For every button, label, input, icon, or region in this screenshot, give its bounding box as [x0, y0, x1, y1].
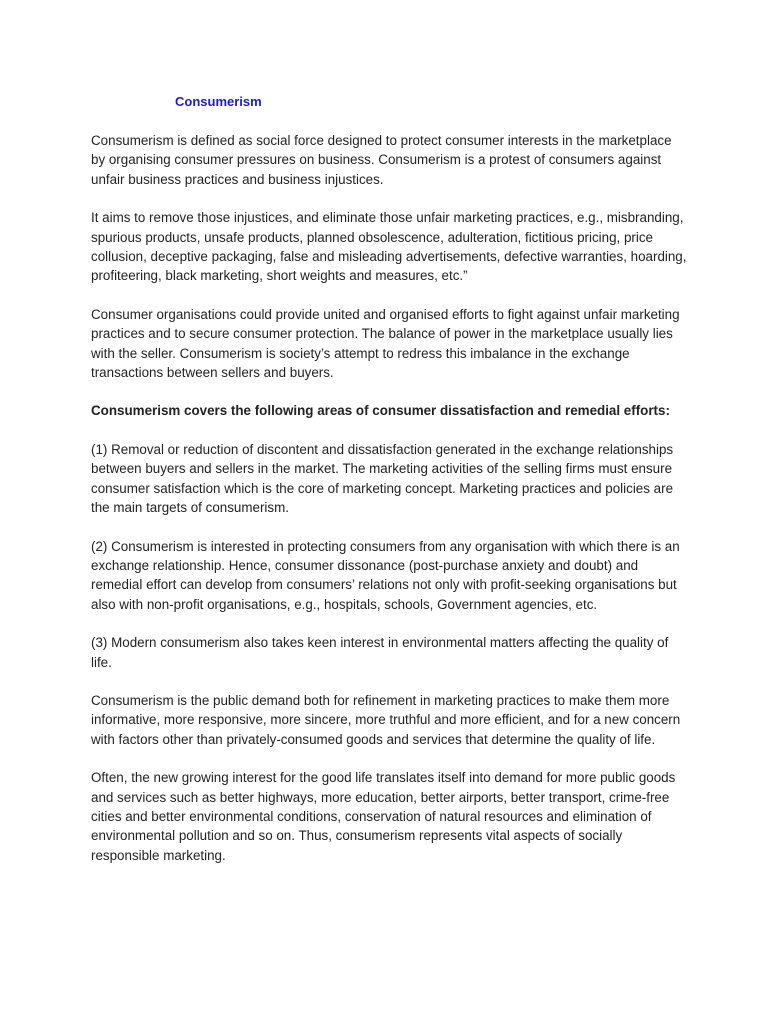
- paragraph-definition: Consumerism is defined as social force designed to protect consumer interests in the marketplace by organising consumer pressures on business. Consumerism is a protest of consumers against unfair business practices and business injustices.: [91, 133, 672, 187]
- paragraph-good-life: Often, the new growing interest for the good life translates itself into demand for more public goods and services such as better highways, more education, better airports, better transport, crime-free cities and better environmental conditions, conservation of natural resources and elimination of environmental pollution and so on. Thus, consumerism represents vital aspects of socially responsible marketing.: [91, 770, 676, 863]
- section-heading-areas: Consumerism covers the following areas of consumer dissatisfaction and remedial efforts:: [91, 403, 670, 419]
- document-page: [91, 92, 687, 884]
- paragraph-organisations: Consumer organisations could provide united and organised efforts to fight against unfair marketing practices and to secure consumer protection. The balance of power in the marketplace usually lies with the seller. Consumerism is society’s attempt to redress this imbalance in the exchange transactions between sellers and buyers.: [91, 306, 680, 381]
- document-title: Consumerism: [175, 94, 262, 109]
- list-item-1: (1) Removal or reduction of discontent and dissatisfaction generated in the exchange relationships between buyers and sellers in the market. The marketing activities of the selling firms must ensure consumer satisfaction which is the core of marketing concept. Marketing practices and policies are the main targets of consumerism.: [91, 441, 674, 516]
- list-item-3: (3) Modern consumerism also takes keen interest in environmental matters affecting the quality of life.: [91, 635, 669, 670]
- paragraph-public-demand: Consumerism is the public demand both for refinement in marketing practices to make them more informative, more responsive, more sincere, more truthful and more efficient, and for a new concern with factors other than privately-consumed goods and services that determine the quality of life.: [91, 692, 681, 747]
- paragraph-aims: It aims to remove those injustices, and eliminate those unfair marketing practices, e.g., misbranding, spurious products, unsafe products, planned obsolescence, adulteration, fictitious pricing, price collusion, deceptive packaging, false and misleading advertisements, defective warranties, hoarding, profiteering, black marketing, short weights and measures, etc.”: [91, 210, 687, 284]
- list-item-2: (2) Consumerism is interested in protecting consumers from any organisation with which there is an exchange relationship. Hence, consumer dissonance (post-purchase anxiety and doubt) and remedial effort can develop from consumers’ relations not only with profit-seeking organisations but also with non-profit organisations, e.g., hospitals, schools, Government agencies, etc.: [91, 538, 680, 612]
